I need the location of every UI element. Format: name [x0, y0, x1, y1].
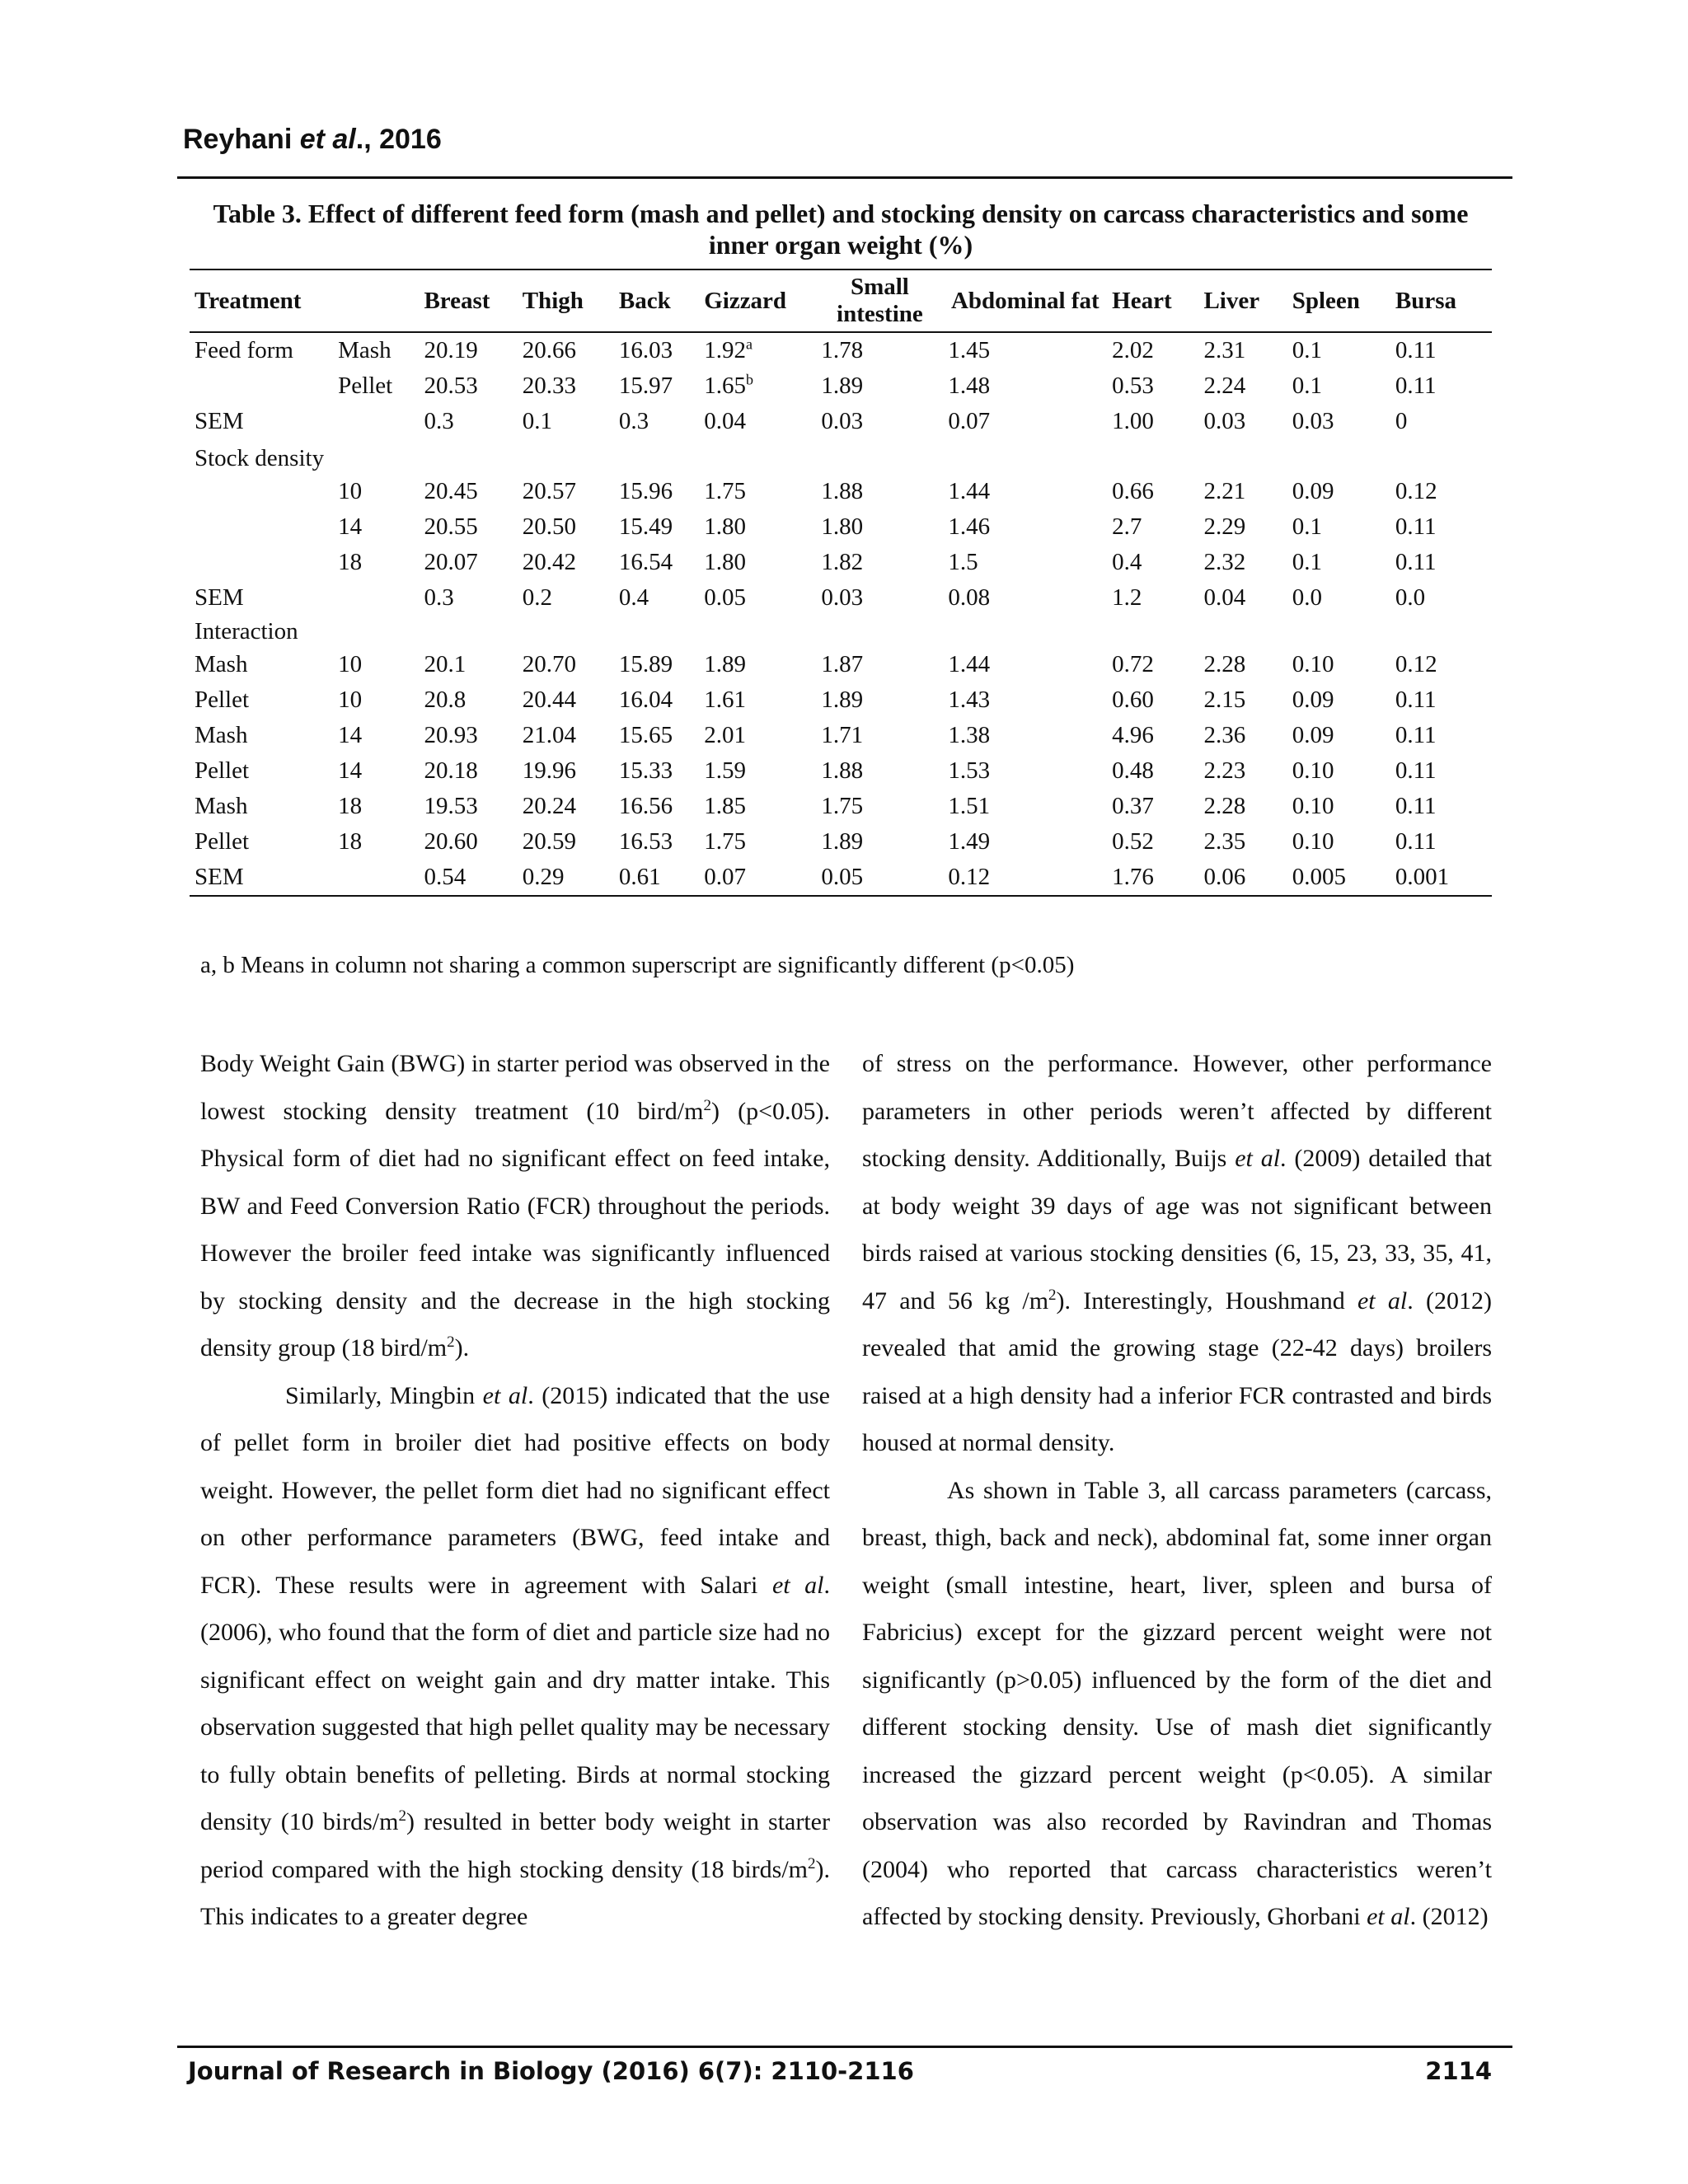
table-cell: 1.38 — [948, 722, 991, 748]
table-cell: 1.49 — [948, 828, 991, 855]
table-cell: 19.53 — [424, 793, 478, 819]
table-cell: 1.59 — [704, 757, 746, 784]
table-cell — [943, 439, 1107, 474]
table-cell: 0.11 — [1395, 828, 1437, 855]
table-cell: 2.28 — [1203, 651, 1246, 677]
table-cell: 0.1 — [1292, 337, 1322, 363]
table-cell: 0.54 — [419, 860, 517, 896]
table-cell: 0.11 — [1395, 373, 1437, 399]
table-cell: 0.52 — [1112, 828, 1154, 855]
table-cell — [699, 616, 816, 647]
table-cell: 14 — [338, 513, 363, 540]
table-cell: 0.0 — [1395, 584, 1426, 611]
table-cell: 20.66 — [522, 337, 576, 363]
column-header: Treatment — [190, 269, 333, 332]
table-body — [190, 332, 1492, 896]
table-cell: 15.65 — [618, 722, 673, 748]
table-cell: 0.48 — [1112, 757, 1154, 784]
table-cell: Pellet — [195, 757, 250, 784]
table-cell: 2.01 — [704, 722, 746, 748]
table-cell: Pellet — [338, 373, 393, 399]
table-cell: 2.35 — [1203, 828, 1246, 855]
table-cell: 1.71 — [821, 722, 864, 748]
table-cell: 20.42 — [522, 549, 576, 575]
table-cell: Pellet — [195, 687, 250, 713]
table-cell: 0.001 — [1390, 860, 1492, 896]
table-cell: 15.33 — [618, 757, 673, 784]
header-year: ., 2016 — [355, 124, 442, 155]
journal-citation: Journal of Research in Biology (2016) 6(7): 2110-2116 — [188, 2057, 914, 2085]
header-author-name: Reyhani — [183, 124, 293, 155]
table-cell: 0.72 — [1112, 651, 1154, 677]
header-rule — [177, 176, 1512, 179]
body-column-right — [862, 1040, 1492, 1941]
table-cell: 0.09 — [1292, 722, 1334, 748]
table-cell: 20.55 — [424, 513, 478, 540]
table-cell: 1.88 — [821, 478, 864, 504]
table-cell: 0.10 — [1292, 828, 1334, 855]
table-cell: 0.11 — [1395, 549, 1437, 575]
table-cell — [1107, 616, 1198, 647]
table-cell: 0.05 — [704, 584, 746, 611]
table-cell: 20.53 — [424, 373, 478, 399]
column-header: Thigh — [518, 269, 614, 332]
significance-superscript: a — [745, 335, 753, 353]
paragraph: of stress on the performance. However, other performance parameters in other periods weren’t affected by different stocking density. Additionally, Buijs et al. (2009) detailed that at body weight 39 days of age was not significant between birds raised at various stocking densities (6, 15, 23, 33, 35, 41, 47 and 56 kg $/m^2$). Interestingly, Houshmand et al. (2012) revealed that amid the growing stage (22-42 days) broilers raised at a high density had a inferior FCR contrasted and birds housed at normal density. — [862, 1050, 1492, 1456]
paragraph: Body Weight Gain (BWG) in starter period was observed in the lowest stocking density treatment (10 bird/$m^2$) (p<0.05). Physical form of diet had no significant effect on feed intake, BW and Feed Conversion Ratio (FCR) throughout the periods. However the broiler feed intake was significantly influenced by stocking density and the decrease in the high stocking density group (18 bird/$m^2$). — [200, 1050, 830, 1361]
table-cell: 16.03 — [618, 337, 673, 363]
table-cell: 20.44 — [522, 687, 576, 713]
table-cell: 20.24 — [522, 793, 576, 819]
table-row — [190, 332, 1492, 368]
column-header: Small intestine — [816, 269, 943, 332]
table-cell: 1.80 — [821, 513, 864, 540]
table-cell: 1.48 — [948, 373, 991, 399]
table-cell: 18 — [338, 549, 363, 575]
table-cell: Interaction — [195, 617, 298, 644]
table-cell — [518, 616, 614, 647]
table-cell: 2.24 — [1203, 373, 1246, 399]
table-cell: Pellet — [195, 828, 250, 855]
table-cell — [1390, 439, 1492, 474]
table-cell: 0.09 — [1292, 478, 1334, 504]
table-cell: 15.89 — [618, 651, 673, 677]
table-cell: 0.53 — [1112, 373, 1154, 399]
table-cell: 20.45 — [424, 478, 478, 504]
table-row — [190, 616, 1492, 647]
table-row — [190, 545, 1492, 580]
table-row — [190, 753, 1492, 789]
table-cell: 1.51 — [948, 793, 991, 819]
table-cell: 0.03 — [1203, 408, 1246, 434]
column-header: Spleen — [1287, 269, 1390, 332]
table-cell: 0.11 — [1395, 687, 1437, 713]
table-cell: 0.12 — [1395, 651, 1437, 677]
table-cell: 2.29 — [1203, 513, 1246, 540]
table-cell: 0.0 — [1292, 584, 1322, 611]
table-cell — [1390, 616, 1492, 647]
table-cell: 0.05 — [816, 860, 943, 896]
table-cell: 20.8 — [424, 687, 467, 713]
table-cell: 16.54 — [618, 549, 673, 575]
column-header: Heart — [1107, 269, 1198, 332]
table-cell: 0.60 — [1112, 687, 1154, 713]
table-cell: 2.21 — [1203, 478, 1246, 504]
table-cell: 1.2 — [1112, 584, 1142, 611]
table-cell: 0.12 — [943, 860, 1107, 896]
table-cell: Mash — [195, 793, 248, 819]
table-cell — [614, 439, 699, 474]
table-cell: 0.11 — [1395, 757, 1437, 784]
table-cell — [1107, 439, 1198, 474]
paragraph: Similarly, Mingbin et al. (2015) indicated that the use of pellet form in broiler diet had positive effects on body weight. However, the pellet form diet had no significant effect on other performance parameters (BWG, feed intake and FCR). These results were in agreement with Salari et al. (2006), who found that the form of diet and particle size had no significant effect on weight gain and dry matter intake. This observation suggested that high pellet quality may be necessary to fully obtain benefits of pelleting. Birds at normal stocking density (10 birds/$m^2$) resulted in better body weight in starter period compared with the high stocking density (18 birds/$m^2$). This indicates to a greater degree — [200, 1381, 830, 1930]
table-cell: 14 — [338, 722, 363, 748]
table-cell: 1.46 — [948, 513, 991, 540]
cell-value: 1.65 — [704, 373, 746, 399]
table-cell: 1.43 — [948, 687, 991, 713]
table-cell: 0.10 — [1292, 793, 1334, 819]
table-cell: 15.96 — [618, 478, 673, 504]
table-cell: 1.80 — [704, 513, 746, 540]
table-cell: 20.1 — [424, 651, 467, 677]
table-row — [190, 824, 1492, 860]
table-cell — [699, 332, 816, 368]
table-cell: 20.57 — [522, 478, 576, 504]
table-cell: 1.5 — [948, 549, 978, 575]
table-cell — [190, 509, 333, 545]
table-cell — [1287, 439, 1390, 474]
table-cell: 2.02 — [1112, 337, 1154, 363]
table-cell: 20.59 — [522, 828, 576, 855]
table-row — [190, 474, 1492, 509]
column-header: Abdominal fat — [943, 269, 1107, 332]
table-cell — [1287, 616, 1390, 647]
table-cell: 0.2 — [522, 584, 552, 611]
table-cell: 0.11 — [1395, 793, 1437, 819]
table-cell: 1.44 — [948, 651, 991, 677]
table-row — [190, 860, 1492, 896]
table-cell — [333, 616, 419, 647]
table-cell: 0.10 — [1292, 757, 1334, 784]
table-cell: 16.53 — [618, 828, 673, 855]
table-cell: 0.61 — [614, 860, 699, 896]
table-cell: 1.00 — [1112, 408, 1154, 434]
table-cell: 20.33 — [522, 373, 576, 399]
table-row — [190, 439, 1492, 474]
table-cell: 20.70 — [522, 651, 576, 677]
table-cell: 0.03 — [821, 408, 864, 434]
column-header: Liver — [1198, 269, 1287, 332]
table-cell: 1.75 — [704, 478, 746, 504]
table-row — [190, 404, 1492, 439]
table-cell: 1.89 — [821, 828, 864, 855]
table-cell: 0.3 — [424, 584, 454, 611]
table-cell: Mash — [195, 651, 248, 677]
table-cell: 19.96 — [522, 757, 576, 784]
table-cell: 18 — [338, 793, 363, 819]
table-header-row — [190, 269, 1492, 332]
table-cell: 20.19 — [424, 337, 478, 363]
table-cell: Stock density — [195, 445, 325, 471]
running-header — [183, 124, 442, 156]
table-cell: 0.4 — [1112, 549, 1142, 575]
table-cell — [419, 439, 517, 474]
table-cell: 0.11 — [1395, 513, 1437, 540]
table-cell: 2.31 — [1203, 337, 1246, 363]
table-row — [190, 647, 1492, 682]
table-cell: 20.18 — [424, 757, 478, 784]
significance-superscript: b — [745, 371, 753, 388]
table-cell — [333, 439, 419, 474]
table-cell: 4.96 — [1112, 722, 1154, 748]
table-cell: 1.89 — [704, 651, 746, 677]
table-cell — [1198, 616, 1287, 647]
table-row — [190, 682, 1492, 718]
table-cell: 10 — [338, 651, 363, 677]
table-cell: 0.3 — [424, 408, 454, 434]
table-cell: 0.09 — [1292, 687, 1334, 713]
column-header — [333, 269, 419, 332]
table-cell: SEM — [195, 584, 244, 611]
cell-value: 1.92 — [704, 337, 746, 363]
table-cell: 2.7 — [1112, 513, 1142, 540]
table-cell: 1.88 — [821, 757, 864, 784]
table-cell: 1.82 — [821, 549, 864, 575]
table-cell: 1.75 — [821, 793, 864, 819]
table-cell: 20.50 — [522, 513, 576, 540]
table-cell — [943, 616, 1107, 647]
column-header: Breast — [419, 269, 517, 332]
table-caption: Table 3. Effect of different feed form (mash and pellet) and stocking density on carcass characteristics and some inner organ weight (%) — [213, 199, 1469, 260]
column-header: Bursa — [1390, 269, 1492, 332]
table-row — [190, 789, 1492, 824]
table-cell: 1.80 — [704, 549, 746, 575]
table-cell: 0 — [1395, 408, 1408, 434]
column-header: Back — [614, 269, 699, 332]
table-cell: 0.07 — [699, 860, 816, 896]
table-cell: 0.37 — [1112, 793, 1154, 819]
carcass-table — [190, 269, 1492, 897]
table-cell — [333, 580, 419, 616]
table-cell: 0.1 — [1292, 549, 1322, 575]
table-cell: 0.06 — [1198, 860, 1287, 896]
table-cell: 15.97 — [618, 373, 673, 399]
table-cell — [518, 439, 614, 474]
table-cell: 2.36 — [1203, 722, 1246, 748]
table-cell: 0.07 — [948, 408, 991, 434]
table-cell: 0.03 — [821, 584, 864, 611]
table-cell: 1.61 — [704, 687, 746, 713]
table-cell: 0.04 — [1203, 584, 1246, 611]
table-cell: 2.23 — [1203, 757, 1246, 784]
table-cell: 1.87 — [821, 651, 864, 677]
table-cell: 1.45 — [948, 337, 991, 363]
page-number: 2114 — [1425, 2057, 1492, 2085]
column-header: Gizzard — [699, 269, 816, 332]
table-cell: 20.93 — [424, 722, 478, 748]
table-cell: 0.005 — [1287, 860, 1390, 896]
table-cell: 21.04 — [522, 722, 576, 748]
table-cell: 0.29 — [518, 860, 614, 896]
table-cell — [190, 545, 333, 580]
table-cell: Mash — [195, 722, 248, 748]
table-cell — [190, 368, 333, 404]
table-cell: 20.60 — [424, 828, 478, 855]
table-cell: 20.07 — [424, 549, 478, 575]
table-cell: 1.85 — [704, 793, 746, 819]
table-cell: 0.66 — [1112, 478, 1154, 504]
table-cell: 0.08 — [948, 584, 991, 611]
table-cell — [419, 616, 517, 647]
table-cell: 2.15 — [1203, 687, 1246, 713]
table-cell: 0.3 — [618, 408, 649, 434]
table-cell: 0.03 — [1292, 408, 1334, 434]
table-cell: 0.10 — [1292, 651, 1334, 677]
table-cell: 1.78 — [821, 337, 864, 363]
table-cell: 16.56 — [618, 793, 673, 819]
table-cell — [699, 439, 816, 474]
table-cell — [190, 474, 333, 509]
table-cell: 1.44 — [948, 478, 991, 504]
table-cell — [614, 616, 699, 647]
table-cell: 0.1 — [1292, 513, 1322, 540]
header-etal: et al — [299, 124, 356, 155]
table-cell: SEM — [190, 860, 333, 896]
footer-rule — [177, 2046, 1512, 2048]
table-footnote: a, b Means in column not sharing a common superscript are significantly different (p<0.05) — [200, 952, 1075, 978]
table-cell — [816, 616, 943, 647]
table-cell: 15.49 — [618, 513, 673, 540]
table-row — [190, 509, 1492, 545]
table-cell: 0.04 — [704, 408, 746, 434]
table-cell: 14 — [338, 757, 363, 784]
table-cell: 1.53 — [948, 757, 991, 784]
table-cell: 2.28 — [1203, 793, 1246, 819]
table-cell: 0.12 — [1395, 478, 1437, 504]
table-cell — [333, 860, 419, 896]
table-cell — [1198, 439, 1287, 474]
table-cell: 1.76 — [1107, 860, 1198, 896]
table-cell: 0.4 — [618, 584, 649, 611]
table-cell — [816, 439, 943, 474]
table-cell: 0.11 — [1395, 722, 1437, 748]
table-cell: 10 — [338, 687, 363, 713]
table-cell: 1.75 — [704, 828, 746, 855]
table-cell: 16.04 — [618, 687, 673, 713]
table-cell: 18 — [338, 828, 363, 855]
table-row — [190, 718, 1492, 753]
table-cell: 0.1 — [522, 408, 552, 434]
table-cell: 2.32 — [1203, 549, 1246, 575]
table-cell: 0.1 — [1292, 373, 1322, 399]
table-cell — [333, 404, 419, 439]
body-column-left — [200, 1040, 830, 1941]
paragraph: As shown in Table 3, all carcass parameters (carcass, breast, thigh, back and neck), abdominal fat, some inner organ weight (small intestine, heart, liver, spleen and bursa of Fabricius) except for the gizzard percent weight were not significantly (p>0.05) influenced by the form of the diet and different stocking density. Use of mash diet significantly increased the gizzard percent weight (p<0.05). A similar observation was also recorded by Ravindran and Thomas (2004) who reported that carcass characteristics weren’t affected by stocking density. Previously, Ghorbani et al. (2012) — [862, 1476, 1492, 1930]
table-cell: Mash — [338, 337, 392, 363]
table-row — [190, 580, 1492, 616]
table-cell: 1.89 — [821, 687, 864, 713]
table-cell: 1.89 — [821, 373, 864, 399]
table-row — [190, 368, 1492, 404]
table-cell — [699, 368, 816, 404]
table-cell: 0.11 — [1395, 337, 1437, 363]
table-cell: 10 — [338, 478, 363, 504]
table-cell: Feed form — [195, 337, 293, 363]
table-cell: SEM — [195, 408, 244, 434]
